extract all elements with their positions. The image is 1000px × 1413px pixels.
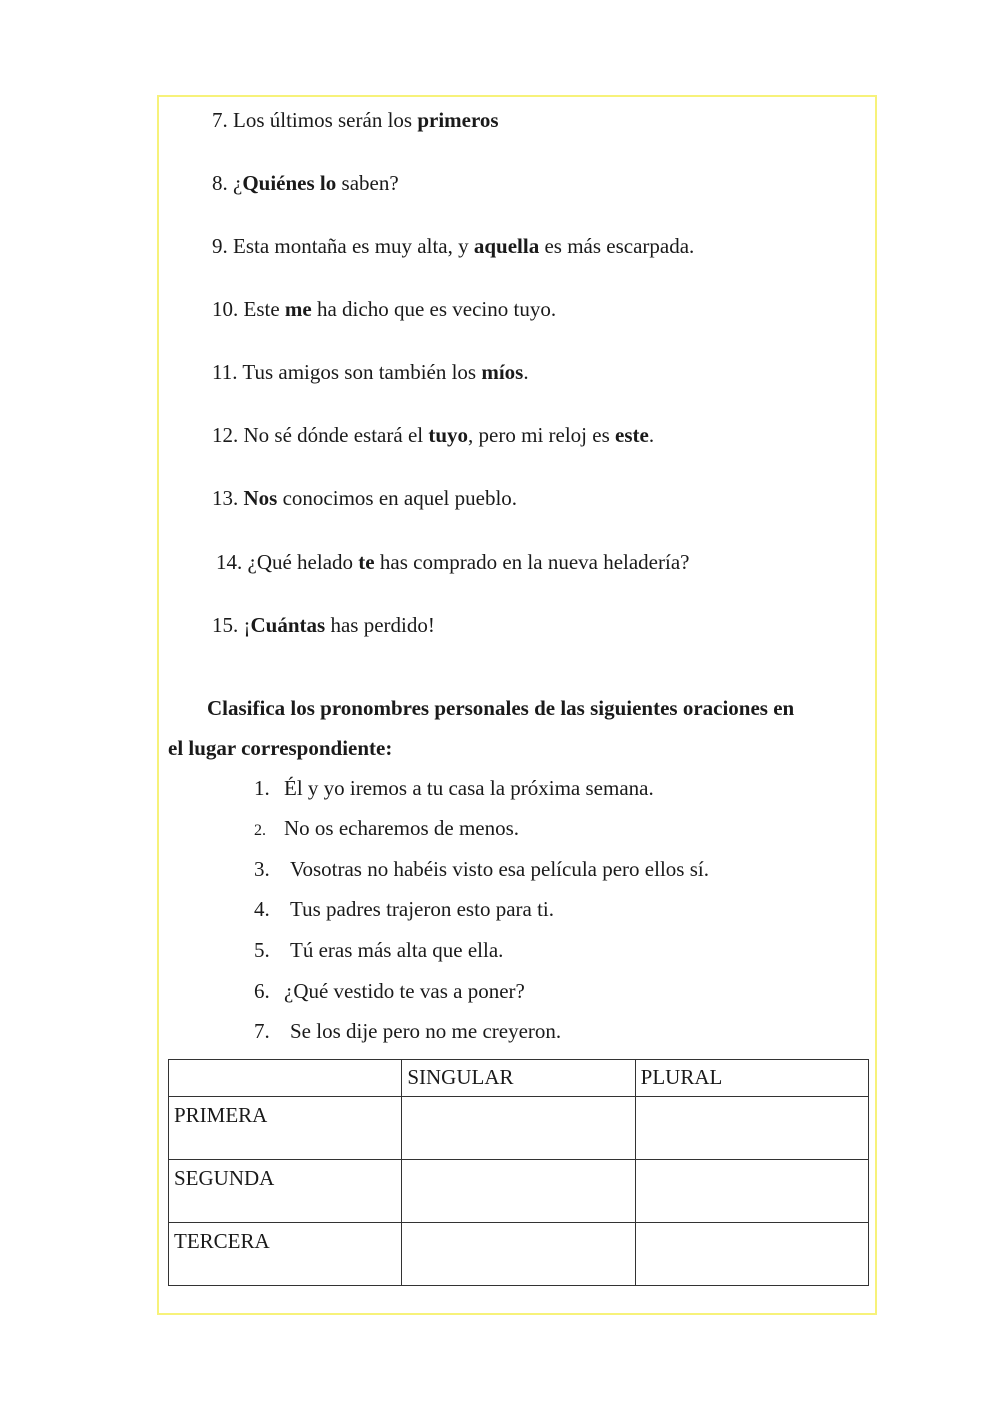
list-text: Tú eras más alta que ella. [290, 938, 504, 962]
list-number: 3. [254, 857, 270, 881]
list-item [254, 818, 519, 839]
sentence-text: saben? [336, 171, 399, 195]
sentence-number: 10. [212, 297, 239, 321]
sentence-number: 13. [212, 486, 239, 510]
sentence-12 [212, 425, 654, 446]
row-header-primera: PRIMERA [169, 1097, 402, 1160]
sentence-8 [212, 173, 399, 194]
row-header-tercera: TERCERA [169, 1223, 402, 1286]
sentence-text: . [648, 423, 655, 447]
table-row [169, 1097, 869, 1160]
list-item [254, 981, 525, 1002]
list-number: 7. [254, 1019, 270, 1043]
pronoun-bold: aquella [473, 234, 540, 258]
instruction-line-2 [168, 728, 868, 768]
list-item [254, 899, 554, 920]
sentence-number: 11. [212, 360, 238, 384]
answer-cell-primera-plural[interactable] [635, 1097, 868, 1160]
sentence-number: 15. [212, 613, 239, 637]
sentence-number: 12. [212, 423, 239, 447]
pronoun-bold: Nos [243, 486, 278, 510]
classification-table [168, 1059, 869, 1286]
sentence-number: 7. [212, 108, 228, 132]
table-corner-cell [169, 1060, 402, 1097]
pronoun-bold: tuyo [428, 423, 469, 447]
sentence-number: 9. [212, 234, 228, 258]
list-number: 2. [254, 822, 266, 839]
answer-cell-segunda-plural[interactable] [635, 1160, 868, 1223]
list-number: 5. [254, 938, 270, 962]
answer-cell-tercera-plural[interactable] [635, 1223, 868, 1286]
sentence-13 [212, 488, 517, 509]
table-row [169, 1160, 869, 1223]
sentence-text: conocimos en aquel pueblo. [277, 486, 518, 510]
sentence-text: ha dicho que es vecino tuyo. [311, 297, 557, 321]
list-number: 6. [254, 979, 270, 1003]
sentence-text: es más escarpada. [539, 234, 695, 258]
list-text: Tus padres trajeron esto para ti. [290, 897, 554, 921]
sentence-text: has perdido! [325, 613, 435, 637]
pronoun-bold: Quiénes lo [242, 171, 337, 195]
pronoun-bold: este [615, 423, 649, 447]
table-row [169, 1223, 869, 1286]
sentence-text: No sé dónde estará el [243, 423, 429, 447]
list-text: Se los dije pero no me creyeron. [290, 1019, 562, 1043]
pronoun-bold: Cuántas [250, 613, 326, 637]
sentence-text: ¡ [243, 613, 251, 637]
list-item [254, 1021, 561, 1042]
list-item [254, 778, 654, 799]
sentence-text: , pero mi reloj es [468, 423, 616, 447]
answer-cell-tercera-singular[interactable] [402, 1223, 635, 1286]
row-header-segunda: SEGUNDA [169, 1160, 402, 1223]
sentence-text: Los últimos serán los [233, 108, 418, 132]
instruction-text: Clasifica los pronombres personales de las siguientes oraciones en [207, 696, 795, 720]
table-header-row [169, 1060, 869, 1097]
sentence-number: 8. [212, 171, 228, 195]
list-text: Él y yo iremos a tu casa la próxima semana. [284, 776, 654, 800]
pronoun-bold: míos [481, 360, 524, 384]
sentence-text: Esta montaña es muy alta, y [233, 234, 474, 258]
sentence-14 [216, 552, 689, 573]
instruction-line-1 [168, 688, 868, 728]
sentence-7 [212, 110, 499, 131]
sentence-text: has comprado en la nueva heladería? [374, 550, 690, 574]
sentence-9 [212, 236, 694, 257]
pronoun-bold: me [284, 297, 312, 321]
sentence-text: ¿ [233, 171, 243, 195]
sentence-number: 14. [216, 550, 243, 574]
pronoun-bold: te [358, 550, 375, 574]
list-text: Vosotras no habéis visto esa película pero ellos sí. [290, 857, 709, 881]
sentence-text: Tus amigos son también los [242, 360, 482, 384]
sentence-10 [212, 299, 556, 320]
sentence-15 [212, 615, 435, 636]
instruction-heading [168, 688, 868, 768]
list-text: No os echaremos de menos. [284, 816, 520, 840]
list-number: 1. [254, 776, 270, 800]
list-text: ¿Qué vestido te vas a poner? [284, 979, 525, 1003]
sentence-text: ¿Qué helado [247, 550, 359, 574]
pronoun-bold: primeros [417, 108, 499, 132]
sentence-11 [212, 362, 529, 383]
instruction-text: el lugar correspondiente: [168, 736, 393, 760]
sentence-text: . [523, 360, 529, 384]
column-header-singular: SINGULAR [402, 1060, 635, 1097]
column-header-plural: PLURAL [635, 1060, 868, 1097]
answer-cell-segunda-singular[interactable] [402, 1160, 635, 1223]
answer-cell-primera-singular[interactable] [402, 1097, 635, 1160]
sentence-text: Este [243, 297, 285, 321]
list-number: 4. [254, 897, 270, 921]
list-item [254, 940, 503, 961]
list-item [254, 859, 709, 880]
